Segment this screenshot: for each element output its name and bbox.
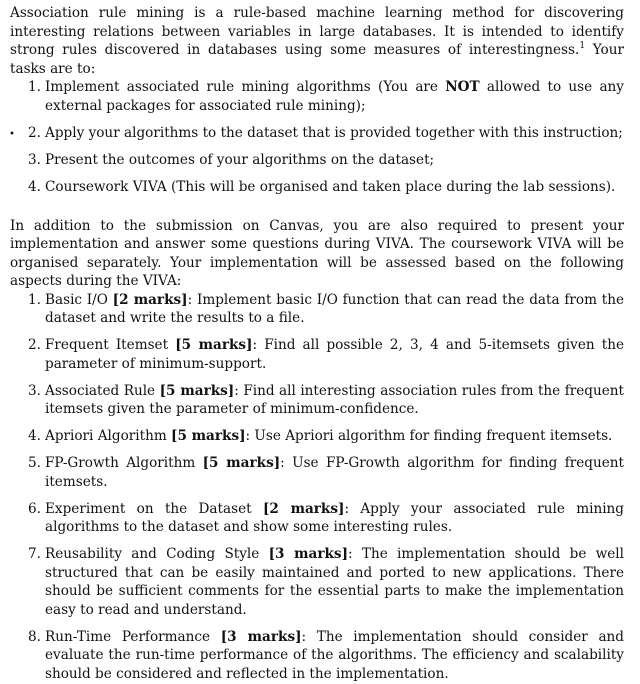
- aspect-item: [10, 500, 624, 537]
- aspect-title: FP-Growth Algorithm: [45, 455, 203, 472]
- aspect-description: : Find all possible 2, 3, 4 and 5-itemsets given the parameter of minimum-support.: [45, 337, 625, 372]
- aspect-number: 7.: [28, 546, 41, 563]
- intro-tail: Your tasks are to:: [10, 42, 624, 77]
- aspect-marks: [5 marks]: [202, 455, 281, 472]
- task-item: [10, 178, 624, 197]
- aspect-item: [10, 336, 624, 373]
- aspect-number: 3.: [28, 382, 41, 399]
- task-text: Apply your algorithms to the dataset that is provided together with this instruction;: [45, 124, 623, 141]
- aspect-item: [10, 545, 624, 619]
- aspect-number: 2.: [28, 337, 41, 354]
- aspect-marks: [3 marks]: [268, 546, 349, 563]
- aspect-list: [10, 291, 624, 684]
- aspect-title: Basic I/O: [45, 291, 113, 308]
- aspect-item: [10, 427, 624, 446]
- aspect-title: Reusability and Coding Style: [45, 546, 269, 563]
- aspect-number: 1.: [28, 291, 41, 308]
- footnote-marker: 1: [579, 41, 586, 52]
- aspect-title: Associated Rule: [45, 382, 160, 399]
- aspect-marks: [5 marks]: [175, 337, 253, 354]
- aspect-number: 6.: [28, 500, 41, 517]
- task-text: Implement associated rule mining algorithms (You are: [45, 79, 446, 96]
- task-number: 1.: [28, 79, 41, 96]
- intro-paragraph: [10, 4, 624, 78]
- aspect-title: Run-Time Performance: [45, 628, 221, 645]
- aspect-marks: [3 marks]: [220, 628, 302, 645]
- aspect-number: 4.: [28, 428, 41, 445]
- task-list: [10, 78, 624, 196]
- aspect-description: : Use FP-Growth algorithm for finding frequent itemsets.: [45, 455, 624, 490]
- task-emphasis: NOT: [445, 79, 480, 96]
- aspect-item: [10, 454, 624, 491]
- aspect-description: : The implementation should consider and evaluate the run-time performance of the algorithms. The efficiency and scalability should be considered and reflected in the implementation.: [45, 628, 625, 683]
- aspect-description: : The implementation should be well structured that can be easily maintained and ported to new applications. There should be sufficient comments for the essential parts to make the implementation easy to read and understand.: [45, 546, 625, 618]
- aspect-marks: [5 marks]: [171, 428, 246, 445]
- aspect-marks: [5 marks]: [159, 382, 235, 399]
- task-text: Coursework VIVA (This will be organised and taken place during the lab sessions).: [45, 178, 616, 195]
- aspect-marks: [2 marks]: [112, 291, 188, 308]
- task-text: Present the outcomes of your algorithms on the dataset;: [45, 151, 435, 168]
- task-item: [10, 151, 624, 170]
- viva-paragraph: In addition to the submission on Canvas, you are also required to present your implementation and answer some questions during VIVA. The coursework VIVA will be organised separately. Your implementation will be assessed based on the following aspects during the VIVA:: [10, 217, 624, 290]
- task-item: [10, 124, 624, 143]
- task-text: allowed to use any external packages for associated rule mining);: [45, 79, 624, 114]
- aspect-item: [10, 628, 624, 684]
- aspect-description: : Find all interesting association rules from the frequent itemsets given the parameter of minimum-confidence.: [45, 382, 624, 418]
- task-number: 2.: [28, 124, 41, 141]
- aspect-title: Experiment on the Dataset: [45, 500, 263, 517]
- intro-text: Association rule mining is a rule-based machine learning method for discovering interesting relations between variables in large databases. It is intended to identify strong rules discovered in databases using some measures of interestingness.: [10, 5, 624, 59]
- task-number: 4.: [28, 178, 41, 195]
- margin-bullet: •: [9, 129, 15, 140]
- aspect-description: : Apply your associated rule mining algorithms to the dataset and show some interesting rules.: [45, 500, 625, 536]
- aspect-title: Frequent Itemset: [45, 337, 176, 354]
- aspect-item: [10, 382, 624, 419]
- aspect-description: : Use Apriori algorithm for finding frequent itemsets.: [245, 428, 613, 445]
- task-item: [10, 78, 624, 115]
- aspect-number: 8.: [28, 628, 41, 645]
- aspect-title: Apriori Algorithm: [45, 428, 172, 445]
- task-number: 3.: [28, 151, 41, 168]
- aspect-number: 5.: [28, 455, 41, 472]
- aspect-item: [10, 291, 624, 328]
- aspect-marks: [2 marks]: [262, 500, 345, 517]
- aspect-description: : Implement basic I/O function that can read the data from the dataset and write the results to a file.: [45, 291, 624, 327]
